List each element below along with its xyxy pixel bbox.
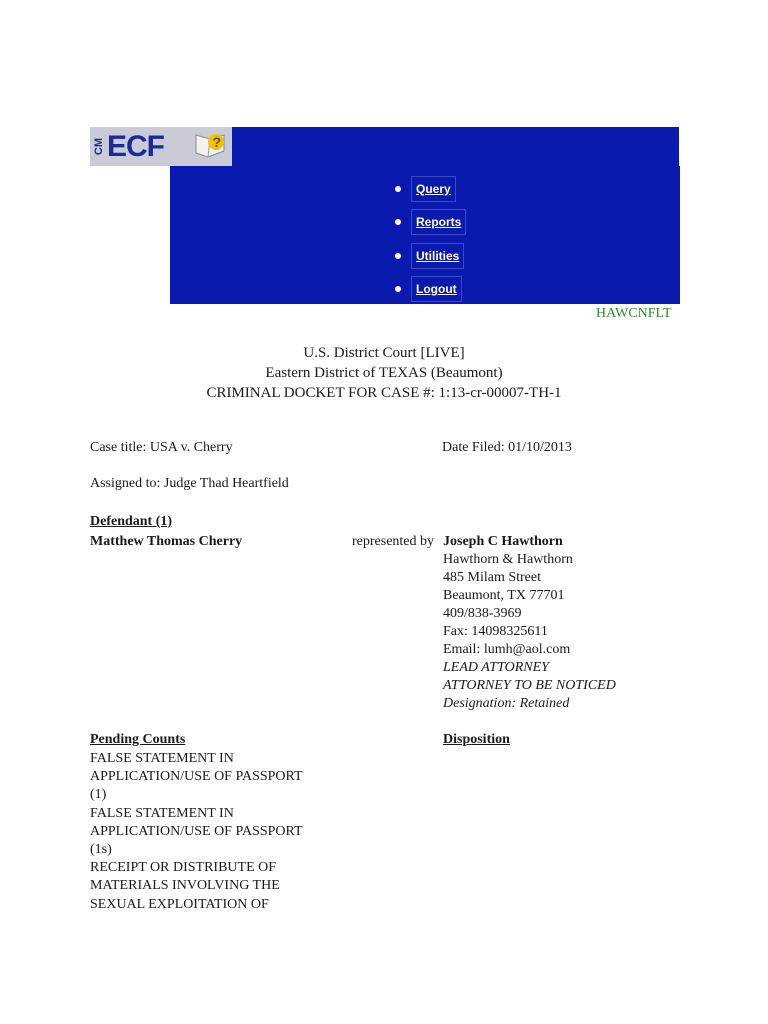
help-book-icon xyxy=(194,131,226,161)
menu-item-logout xyxy=(390,273,466,307)
menu-item-query xyxy=(390,172,466,206)
svg-text:?: ? xyxy=(212,134,222,150)
attorney-email: Email: lumh@aol.com xyxy=(443,642,571,657)
menu-item-utilities xyxy=(390,239,466,273)
attorney-name: Joseph C Hawthorn xyxy=(443,534,563,549)
logo-cm-text: CM xyxy=(93,137,105,156)
disposition-heading: Disposition xyxy=(443,732,510,747)
count-line: APPLICATION/USE OF PASSPORT xyxy=(90,769,303,785)
count-line: FALSE STATEMENT IN xyxy=(90,805,234,821)
count-line: SEXUAL EXPLOITATION OF xyxy=(90,896,269,912)
query-link[interactable]: Query xyxy=(411,176,456,202)
count-line: (1s) xyxy=(90,842,112,858)
represented-by-label: represented by xyxy=(352,534,435,549)
main-menu xyxy=(390,172,466,306)
attorney-role-lead: LEAD ATTORNEY xyxy=(443,660,549,675)
attorney-designation: Designation: Retained xyxy=(443,696,570,711)
bullet-icon xyxy=(395,219,401,225)
pending-counts-heading: Pending Counts xyxy=(90,732,186,747)
date-filed: Date Filed: 01/10/2013 xyxy=(442,440,572,455)
logout-link[interactable]: Logout xyxy=(411,276,462,302)
court-heading xyxy=(0,343,768,403)
court-district: Eastern District of TEXAS (Beaumont) xyxy=(265,365,503,381)
bullet-icon xyxy=(395,186,401,192)
defendant-heading: Defendant (1) xyxy=(90,514,173,529)
pending-counts-list xyxy=(90,750,330,914)
utilities-link[interactable]: Utilities xyxy=(411,243,464,269)
count-line: (1) xyxy=(90,787,107,803)
logo-ecf-text: ECF xyxy=(107,129,164,163)
case-title: Case title: USA v. Cherry xyxy=(90,440,233,455)
cmecf-logo[interactable] xyxy=(90,127,232,166)
user-code: HAWCNFLT xyxy=(596,306,672,321)
count-line: FALSE STATEMENT IN xyxy=(90,751,234,766)
attorney-city: Beaumont, TX 77701 xyxy=(443,588,565,603)
count-line: APPLICATION/USE OF PASSPORT xyxy=(90,823,303,839)
bullet-icon xyxy=(395,286,401,292)
attorney-phone: 409/838-3969 xyxy=(443,606,522,621)
count-line: MATERIALS INVOLVING THE xyxy=(90,878,280,894)
assigned-judge: Assigned to: Judge Thad Heartfield xyxy=(90,476,289,491)
defendant-name: Matthew Thomas Cherry xyxy=(90,534,243,549)
count-line: RECEIPT OR DISTRIBUTE OF xyxy=(90,860,277,876)
attorney-block xyxy=(443,533,616,713)
menu-item-reports xyxy=(390,206,466,240)
attorney-street: 485 Milam Street xyxy=(443,570,541,585)
bullet-icon xyxy=(395,253,401,259)
reports-link[interactable]: Reports xyxy=(411,209,466,235)
attorney-firm: Hawthorn & Hawthorn xyxy=(443,552,573,567)
docket-title: CRIMINAL DOCKET FOR CASE #: 1:13-cr-00007-TH-1 xyxy=(206,385,562,401)
court-name: U.S. District Court [LIVE] xyxy=(303,345,465,361)
attorney-role-notice: ATTORNEY TO BE NOTICED xyxy=(443,678,616,693)
attorney-fax: Fax: 14098325611 xyxy=(443,624,548,639)
